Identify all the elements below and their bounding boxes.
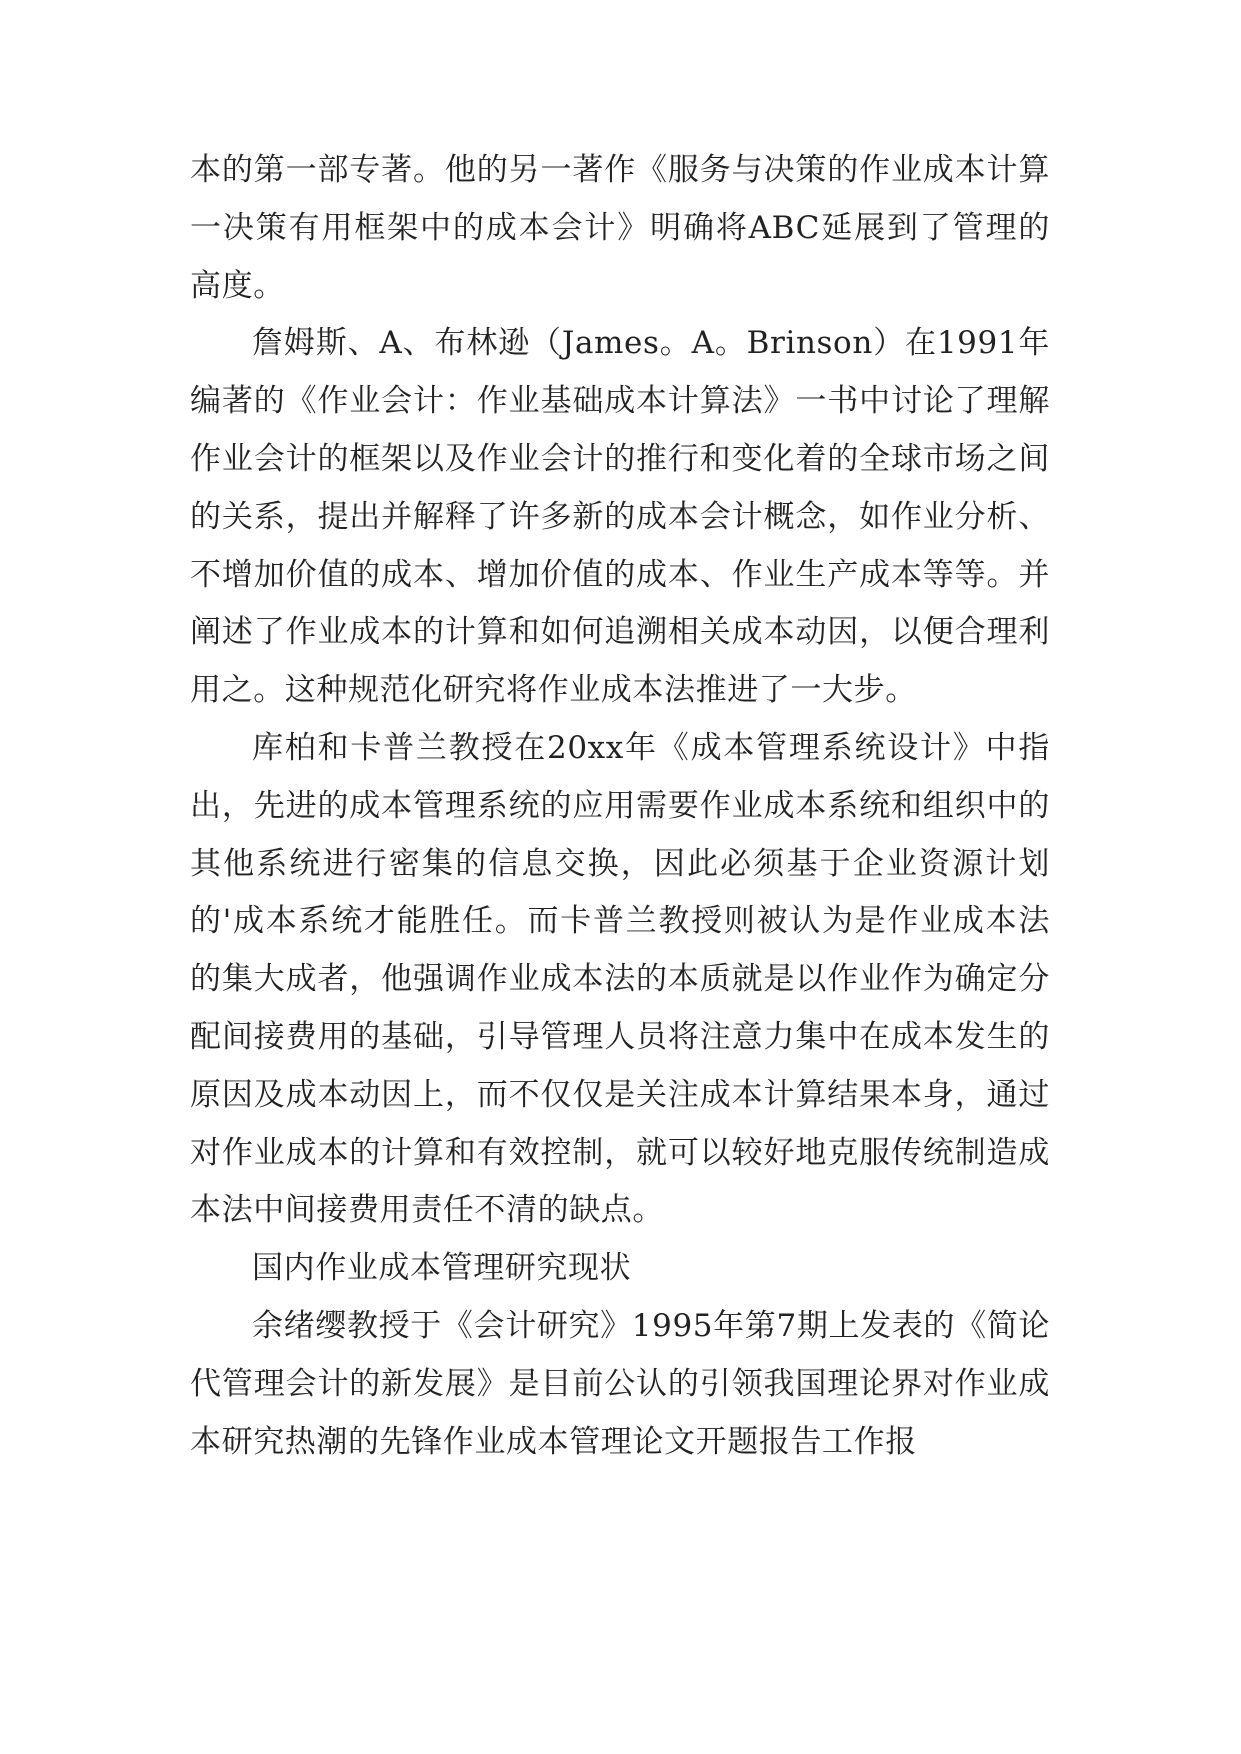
paragraph-4: 余绪缨教授于《会计研究》1995年第7期上发表的《简论代管理会计的新发展》是目前公认的引领我国理论界对作业成本研究热潮的先锋作业成本管理论文开题报告工作报 [190,1307,1050,1460]
paragraph-1: 本的第一部专著。他的另一著作《服务与决策的作业成本计算一决策有用框架中的成本会计》明确将ABC延展到了管理的高度。 [190,152,1050,304]
section-heading: 国内作业成本管理研究现状 [252,1250,632,1287]
paragraph-3: 库柏和卡普兰教授在20xx年《成本管理系统设计》中指出，先进的成本管理系统的应用需要作业成本系统和组织中的其他系统进行密集的信息交换，因此必须基于企业资源计划的'成本系统才能胜任。而卡普兰教授则被认为是作业成本法的集大成者，他强调作业成本法的本质就是以作业作为确定分配间接费用的基础，引导管理人员将注意力集中在成本发生的原因及成本动因上，而不仅仅是关注成本计算结果本身，通过对作业成本的计算和有效控制，就可以较好地克服传统制造成本法中间接费用责任不清的缺点。 [190,729,1050,1229]
document-body [190,142,1050,1471]
paragraph-2: 詹姆斯、A、布林逊（James。A。Brinson）在1991年编著的《作业会计：作业基础成本计算法》一书中讨论了理解作业会计的框架以及作业会计的推行和变化着的全球市场之间的关系，提出并解释了许多新的成本会计概念，如作业分析、不增加价值的成本、增加价值的成本、作业生产成本等等。并阐述了作业成本的计算和如何追溯相关成本动因，以便合理利用之。这种规范化研究将作业成本法推进了一大步。 [190,325,1050,709]
